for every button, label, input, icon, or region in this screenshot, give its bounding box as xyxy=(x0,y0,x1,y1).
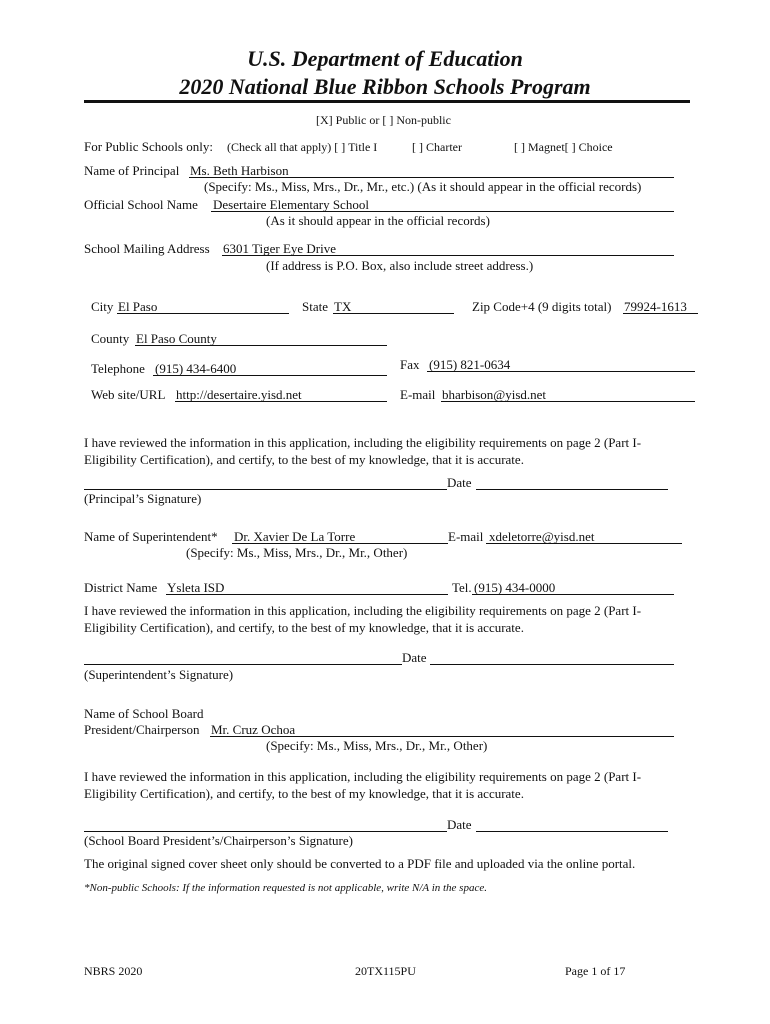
superintendent-email-label: E-mail xyxy=(448,529,484,544)
principal-signature-line xyxy=(84,489,447,490)
public-schools-label: For Public Schools only: xyxy=(84,139,213,154)
school-name: Desertaire Elementary School xyxy=(213,197,369,212)
city-label: City xyxy=(91,299,114,314)
principal-date-line xyxy=(476,489,668,490)
telephone-label: Telephone xyxy=(91,361,145,376)
board-president-name: Mr. Cruz Ochoa xyxy=(211,722,296,737)
principal-date-label: Date xyxy=(447,475,472,490)
county-value: El Paso County xyxy=(136,331,217,346)
district-label: District Name xyxy=(84,580,158,595)
board-signature-line xyxy=(84,831,447,832)
mailing-address: 6301 Tiger Eye Drive xyxy=(223,241,337,256)
magnet-choice-check: [ ] Magnet[ ] Choice xyxy=(514,140,613,154)
school-name-note: (As it should appear in the official records) xyxy=(266,213,490,228)
board-date-label: Date xyxy=(447,817,472,832)
cert3-line2: Eligibility Certification), and certify, to the best of my knowledge, that it is accurate. xyxy=(84,786,524,801)
cert3-line1: I have reviewed the information in this application, including the eligibility requirements on page 2 (Part I- xyxy=(84,769,642,784)
public-status: [X] Public or [ ] Non-public xyxy=(316,113,451,127)
board-signature-caption: (School Board President’s/Chairperson’s Signature) xyxy=(84,833,353,848)
principal-name: Ms. Beth Harbison xyxy=(190,163,289,178)
nonpublic-note: *Non-public Schools: If the information requested is not applicable, write N/A in the space. xyxy=(84,882,487,894)
board-label-line1: Name of School Board xyxy=(84,706,204,721)
email-label: E-mail xyxy=(400,387,436,402)
superintendent-specify: (Specify: Ms., Miss, Mrs., Dr., Mr., Other) xyxy=(186,545,408,560)
county-label: County xyxy=(91,331,130,346)
telephone-value: (915) 434-6400 xyxy=(155,361,237,376)
superintendent-email: xdeletorre@yisd.net xyxy=(489,529,595,544)
board-date-line xyxy=(476,831,668,832)
pdf-note: The original signed cover sheet only should be converted to a PDF file and uploaded via the online portal. xyxy=(84,856,636,871)
fax-value: (915) 821-0634 xyxy=(429,357,511,372)
footer-left: NBRS 2020 xyxy=(84,964,143,978)
charter-check: [ ] Charter xyxy=(412,140,462,154)
district-name: Ysleta ISD xyxy=(167,580,225,595)
cert1-line2: Eligibility Certification), and certify, to the best of my knowledge, that it is accurate. xyxy=(84,452,524,467)
page-title-line1: U.S. Department of Education xyxy=(247,46,523,71)
board-specify: (Specify: Ms., Miss, Mrs., Dr., Mr., Other) xyxy=(266,738,488,753)
school-name-label: Official School Name xyxy=(84,197,198,212)
principal-signature-caption: (Principal’s Signature) xyxy=(84,491,202,506)
cert1-line1: I have reviewed the information in this application, including the eligibility requirements on page 2 (Part I- xyxy=(84,435,642,450)
mailing-note: (If address is P.O. Box, also include street address.) xyxy=(266,258,534,273)
website-value: http://desertaire.yisd.net xyxy=(176,387,302,402)
mailing-label: School Mailing Address xyxy=(84,241,210,256)
state-value: TX xyxy=(334,299,352,314)
superintendent-date-line xyxy=(430,664,674,665)
superintendent-date-label: Date xyxy=(402,650,427,665)
email-value: bharbison@yisd.net xyxy=(442,387,547,402)
city-value: El Paso xyxy=(118,299,158,314)
website-label: Web site/URL xyxy=(91,387,166,402)
footer-center: 20TX115PU xyxy=(355,964,416,978)
zip-value: 79924-1613 xyxy=(624,299,687,314)
cert2-line1: I have reviewed the information in this application, including the eligibility requirements on page 2 (Part I- xyxy=(84,603,642,618)
fax-label: Fax xyxy=(400,357,420,372)
title-i-check: (Check all that apply) [ ] Title I xyxy=(227,140,378,154)
principal-label: Name of Principal xyxy=(84,163,180,178)
superintendent-signature-line xyxy=(84,664,402,665)
page-title-line2: 2020 National Blue Ribbon Schools Program xyxy=(179,74,591,99)
superintendent-name: Dr. Xavier De La Torre xyxy=(234,529,356,544)
title-rule xyxy=(84,100,690,103)
zip-label: Zip Code+4 (9 digits total) xyxy=(472,299,612,314)
board-label-line2: President/Chairperson xyxy=(84,722,200,737)
principal-specify: (Specify: Ms., Miss, Mrs., Dr., Mr., etc.) (As it should appear in the official records) xyxy=(204,179,642,194)
district-tel-label: Tel. xyxy=(452,580,472,595)
district-tel: (915) 434-0000 xyxy=(474,580,556,595)
cert2-line2: Eligibility Certification), and certify, to the best of my knowledge, that it is accurate. xyxy=(84,620,524,635)
superintendent-label: Name of Superintendent* xyxy=(84,529,218,544)
footer-page-number: Page 1 of 17 xyxy=(565,964,626,978)
superintendent-signature-caption: (Superintendent’s Signature) xyxy=(84,667,234,682)
state-label: State xyxy=(302,299,328,314)
